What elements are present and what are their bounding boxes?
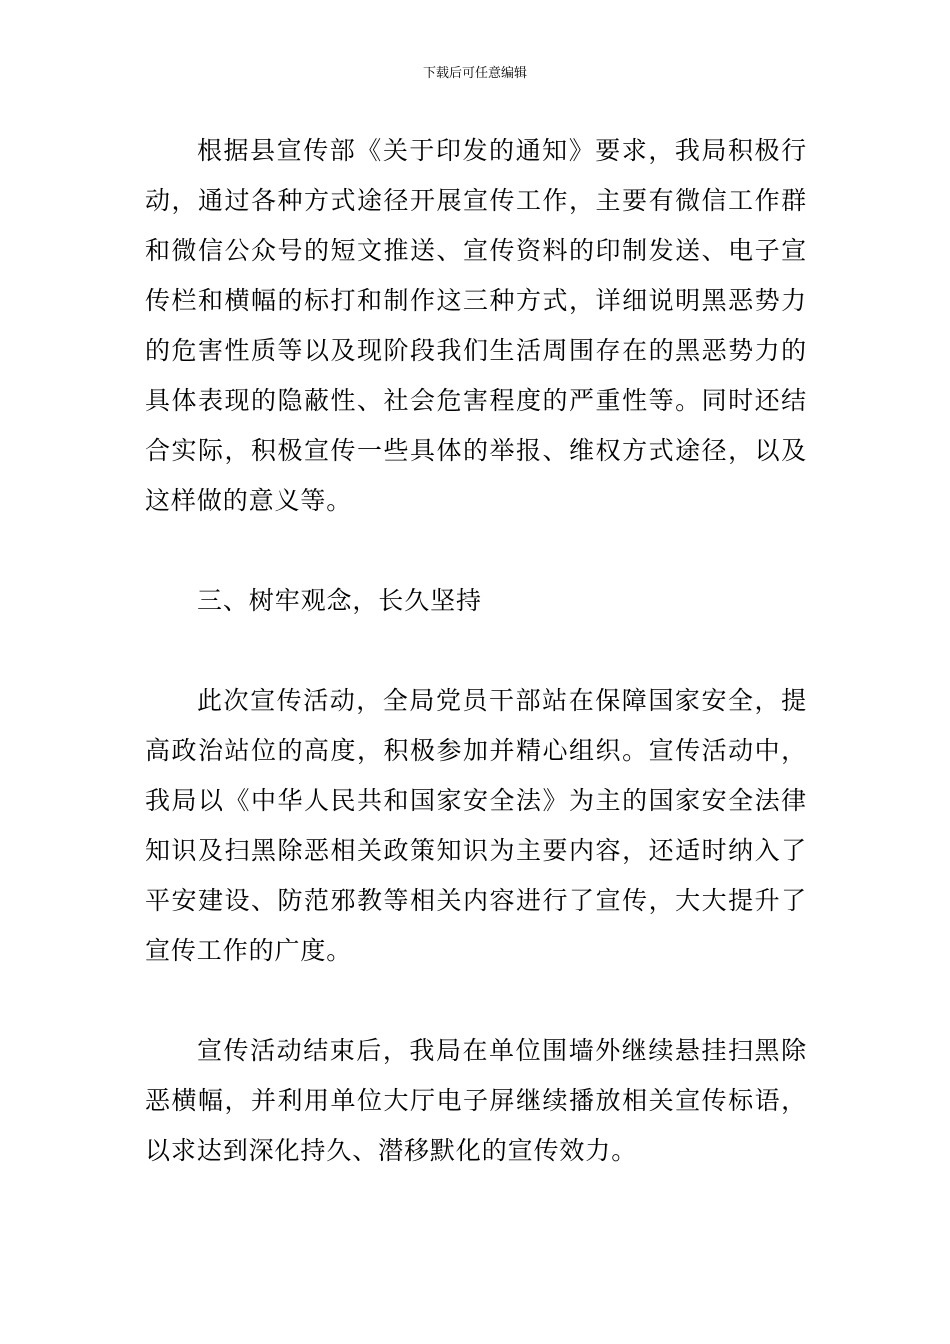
paragraph-activity-content: 此次宣传活动，全局党员干部站在保障国家安全，提高政治站位的高度，积极参加并精心组织。宣传活动中，我局以《中华人民共和国家安全法》为主的国家安全法律知识及扫黑除恶相关政策知识为主要内容，还适时纳入了平安建设、防范邪教等相关内容进行了宣传，大大提升了宣传工作的广度。 xyxy=(145,686,807,965)
paragraph-spacer xyxy=(145,526,807,576)
paragraph-publicity-methods: 根据县宣传部《关于印发的通知》要求，我局积极行动，通过各种方式途径开展宣传工作，主要有微信工作群和微信公众号的短文推送、宣传资料的印制发送、电子宣传栏和横幅的标打和制作这三种方式，详细说明黑恶势力的危害性质等以及现阶段我们生活周围存在的黑恶势力的具体表现的隐蔽性、社会危害程度的严重性等。同时还结合实际，积极宣传一些具体的举报、维权方式途径，以及这样做的意义等。 xyxy=(145,136,807,515)
document-body xyxy=(145,126,807,1176)
paragraph-spacer xyxy=(145,626,807,676)
header-note: 下载后可任意编辑 xyxy=(422,66,527,81)
section-heading-three: 三、树牢观念，长久坚持 xyxy=(197,586,482,615)
paragraph-spacer xyxy=(145,976,807,1026)
paragraph-follow-up: 宣传活动结束后，我局在单位围墙外继续悬挂扫黑除恶横幅，并利用单位大厅电子屏继续播放相关宣传标语，以求达到深化持久、潜移默化的宣传效力。 xyxy=(145,1036,807,1165)
